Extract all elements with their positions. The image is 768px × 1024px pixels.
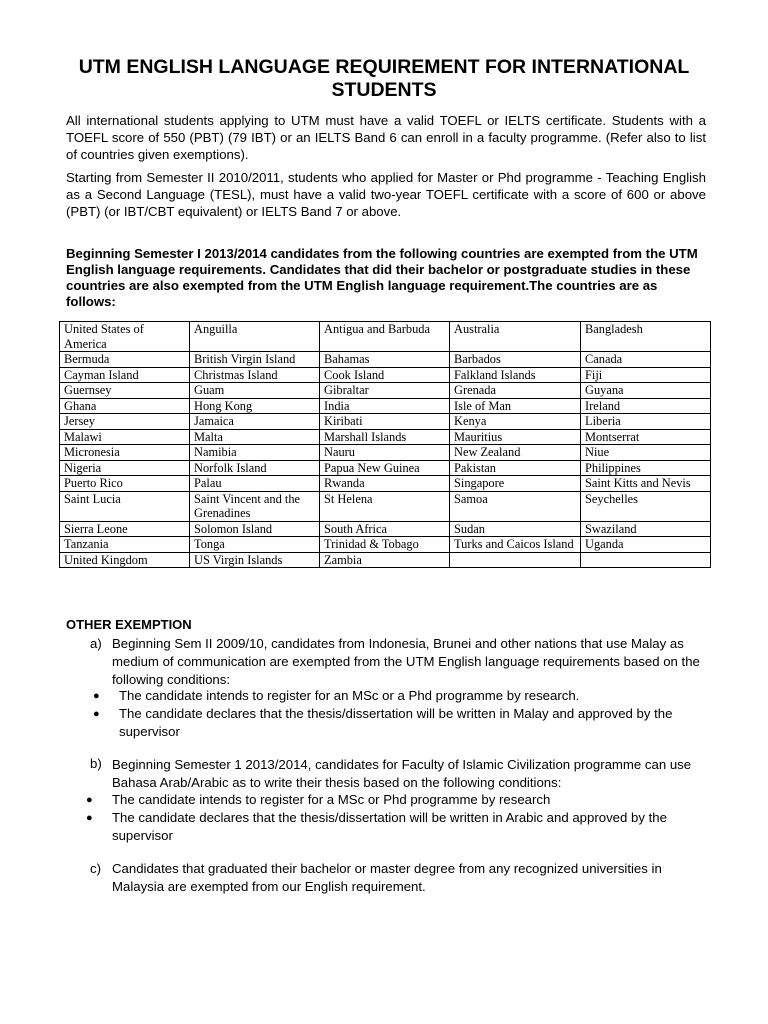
bullet-icon: ● — [93, 690, 100, 702]
table-cell: Solomon Island — [190, 521, 320, 537]
table-cell: Saint Kitts and Nevis — [581, 476, 711, 492]
table-cell: New Zealand — [450, 445, 581, 461]
table-cell: Tonga — [190, 537, 320, 553]
table-cell: Turks and Caicos Island — [450, 537, 581, 553]
table-cell: South Africa — [320, 521, 450, 537]
table-cell: Marshall Islands — [320, 429, 450, 445]
table-row — [60, 352, 711, 368]
table-cell: Kenya — [450, 414, 581, 430]
bullet-icon: ● — [93, 708, 100, 720]
table-row — [60, 383, 711, 399]
table-cell: Mauritius — [450, 429, 581, 445]
table-cell: Australia — [450, 322, 581, 352]
table-cell: Singapore — [450, 476, 581, 492]
table-cell: Papua New Guinea — [320, 460, 450, 476]
table-cell: Namibia — [190, 445, 320, 461]
table-row — [60, 429, 711, 445]
table-cell: US Virgin Islands — [190, 552, 320, 568]
table-cell: Micronesia — [60, 445, 190, 461]
table-cell: British Virgin Island — [190, 352, 320, 368]
table-cell: Bangladesh — [581, 322, 711, 352]
table-cell: Anguilla — [190, 322, 320, 352]
table-cell: Bermuda — [60, 352, 190, 368]
table-cell: Canada — [581, 352, 711, 368]
table-cell: Samoa — [450, 491, 581, 521]
table-cell: Jersey — [60, 414, 190, 430]
table-cell: Seychelles — [581, 491, 711, 521]
table-cell: Swaziland — [581, 521, 711, 537]
table-row — [60, 491, 711, 521]
table-cell: Malta — [190, 429, 320, 445]
table-cell: Ireland — [581, 398, 711, 414]
table-cell: India — [320, 398, 450, 414]
table-cell: Palau — [190, 476, 320, 492]
table-cell: Tanzania — [60, 537, 190, 553]
table-cell: Pakistan — [450, 460, 581, 476]
item-c-text: Candidates that graduated their bachelor or master degree from any recognized universities in Malaysia are exempted from our English requirement. — [112, 861, 662, 894]
bullet-icon: ● — [86, 812, 93, 824]
table-cell: Uganda — [581, 537, 711, 553]
table-cell: Rwanda — [320, 476, 450, 492]
item-c-marker: c) — [90, 861, 101, 876]
table-cell: Saint Vincent and the Grenadines — [190, 491, 320, 521]
table-cell: Zambia — [320, 552, 450, 568]
table-cell: Cook Island — [320, 367, 450, 383]
item-b-text: Beginning Semester 1 2013/2014, candidates for Faculty of Islamic Civilization programme can use Bahasa Arab/Arabic as to write their thesis based on the following conditions: — [112, 757, 692, 790]
table-row — [60, 414, 711, 430]
table-row — [60, 445, 711, 461]
table-cell: Grenada — [450, 383, 581, 399]
table-row — [60, 552, 711, 568]
table-cell: Sudan — [450, 521, 581, 537]
table-cell: Guernsey — [60, 383, 190, 399]
table-row — [60, 398, 711, 414]
table-cell: Niue — [581, 445, 711, 461]
table-cell: Fiji — [581, 367, 711, 383]
item-a-marker: a) — [90, 636, 102, 651]
table-cell — [581, 552, 711, 568]
exemption-intro: Beginning Semester I 2013/2014 candidates from the following countries are exempted from the UTM English language requirements. Candidates that did their bachelor or postgraduate studies in these countries are also exempted from the UTM English language requirement.The countries are as follows: — [66, 246, 698, 309]
table-row — [60, 460, 711, 476]
item-b-bullet-2: The candidate declares that the thesis/dissertation will be written in Arabic and approved by the supervisor — [112, 810, 667, 843]
table-cell: Kiribati — [320, 414, 450, 430]
bullet-icon: ● — [86, 794, 93, 806]
table-cell: Norfolk Island — [190, 460, 320, 476]
table-cell: Saint Lucia — [60, 491, 190, 521]
table-row — [60, 537, 711, 553]
table-row — [60, 322, 711, 352]
other-exemption-heading: OTHER EXEMPTION — [66, 617, 192, 632]
table-cell — [450, 552, 581, 568]
item-a-text: Beginning Sem II 2009/10, candidates from Indonesia, Brunei and other nations that use Malay as medium of communication are exempted from the UTM English language requirements based on the following conditions: — [112, 636, 700, 687]
table-cell: United States of America — [60, 322, 190, 352]
table-row — [60, 367, 711, 383]
table-cell: Bahamas — [320, 352, 450, 368]
table-cell: Jamaica — [190, 414, 320, 430]
table-cell: Guyana — [581, 383, 711, 399]
table-cell: Trinidad & Tobago — [320, 537, 450, 553]
table-cell: Malawi — [60, 429, 190, 445]
table-cell: Barbados — [450, 352, 581, 368]
table-cell: Gibraltar — [320, 383, 450, 399]
item-a-bullet-1: The candidate intends to register for an MSc or a Phd programme by research. — [119, 688, 580, 703]
table-cell: Isle of Man — [450, 398, 581, 414]
table-cell: Falkland Islands — [450, 367, 581, 383]
item-a-bullet-2: The candidate declares that the thesis/dissertation will be written in Malay and approved by the supervisor — [119, 706, 673, 739]
table-cell: Philippines — [581, 460, 711, 476]
table-cell: Montserrat — [581, 429, 711, 445]
table-row — [60, 521, 711, 537]
table-cell: Cayman Island — [60, 367, 190, 383]
item-b-marker: b) — [90, 756, 102, 771]
countries-table — [59, 321, 711, 568]
table-cell: Antigua and Barbuda — [320, 322, 450, 352]
table-cell: Liberia — [581, 414, 711, 430]
table-cell: Hong Kong — [190, 398, 320, 414]
title-line-2: STUDENTS — [331, 79, 437, 101]
table-cell: Christmas Island — [190, 367, 320, 383]
intro-paragraph-1: All international students applying to UTM must have a valid TOEFL or IELTS certificate. Students with a TOEFL score of 550 (PBT) (79 IBT) or an IELTS Band 6 can enroll in a faculty programme. (Refer also to list of countries given exemptions). — [66, 113, 706, 162]
table-cell: Nigeria — [60, 460, 190, 476]
table-cell: Sierra Leone — [60, 521, 190, 537]
intro-paragraph-2: Starting from Semester II 2010/2011, students who applied for Master or Phd programme - Teaching English as a Second Language (TESL), must have a valid two-year TOEFL certificate with a score of 600 or above (PBT) (or IBT/CBT equivalent) or IELTS Band 7 or above. — [66, 170, 706, 219]
title-line-1: UTM ENGLISH LANGUAGE REQUIREMENT FOR INTERNATIONAL — [78, 56, 690, 78]
table-cell: Guam — [190, 383, 320, 399]
page-title — [40, 56, 728, 102]
table-cell: United Kingdom — [60, 552, 190, 568]
table-cell: Nauru — [320, 445, 450, 461]
table-row — [60, 476, 711, 492]
table-cell: Puerto Rico — [60, 476, 190, 492]
table-cell: Ghana — [60, 398, 190, 414]
item-b-bullet-1: The candidate intends to register for a MSc or Phd programme by research — [112, 792, 551, 807]
table-cell: St Helena — [320, 491, 450, 521]
